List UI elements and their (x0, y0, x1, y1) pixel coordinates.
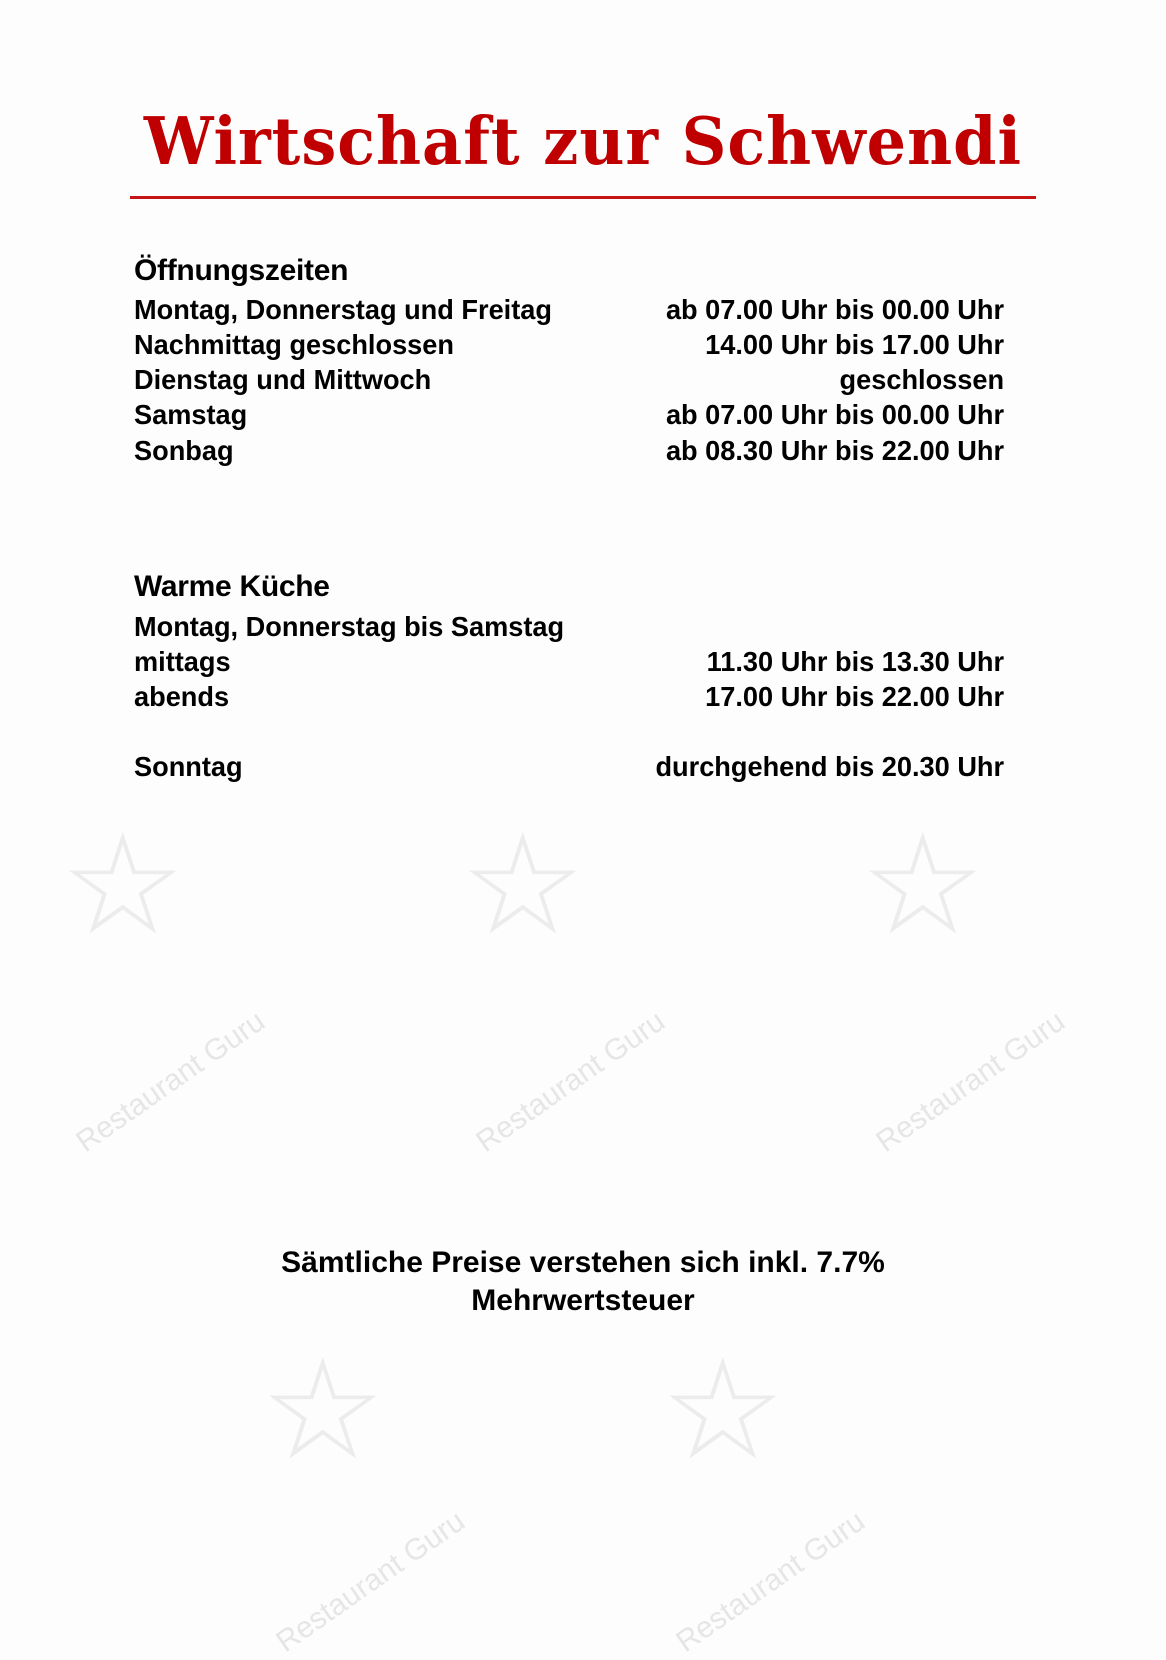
vat-note-line2: Mehrwertsteuer (471, 1284, 695, 1317)
opening-row (134, 363, 1004, 397)
opening-row (134, 434, 1004, 468)
title-divider (130, 196, 1036, 199)
watermark-star-icon: ☆ (260, 1331, 386, 1488)
opening-row (134, 398, 1004, 432)
watermark-star-icon: ☆ (460, 806, 586, 963)
watermark-star-icon: ☆ (660, 1331, 786, 1488)
row-value: 17.00 Uhr bis 22.00 Uhr (705, 681, 1005, 712)
kitchen-row (134, 680, 1004, 714)
watermark-text: Restaurant Guru (870, 1004, 1071, 1159)
row-value: 11.30 Uhr bis 13.30 Uhr (706, 646, 1005, 677)
row-label: abends (134, 681, 230, 712)
watermark-star-icon: ☆ (860, 806, 986, 963)
vat-note-line1: Sämtliche Preise verstehen sich inkl. 7.7% (281, 1246, 885, 1279)
kitchen-row (134, 645, 1004, 679)
row-label: Dienstag und Mittwoch (134, 364, 432, 395)
opening-row (134, 328, 1004, 362)
kitchen-heading: Warme Küche (134, 570, 330, 603)
watermark-text: Restaurant Guru (270, 1504, 471, 1659)
row-value: durchgehend bis 20.30 Uhr (655, 751, 1005, 782)
kitchen-row (134, 750, 1004, 784)
row-value: ab 07.00 Uhr bis 00.00 Uhr (665, 294, 1005, 325)
row-label: mittags (134, 646, 231, 677)
row-value: ab 08.30 Uhr bis 22.00 Uhr (665, 435, 1005, 466)
opening-hours-heading: Öffnungszeiten (134, 254, 349, 287)
restaurant-title: Wirtschaft zur Schwendi (143, 103, 1023, 180)
watermark-text: Restaurant Guru (470, 1004, 671, 1159)
row-label: Nachmittag geschlossen (134, 329, 454, 360)
watermark-text: Restaurant Guru (70, 1004, 271, 1159)
row-label: Samstag (134, 399, 248, 430)
row-label: Sonntag (134, 751, 243, 782)
row-label: Montag, Donnerstag bis Samstag (134, 611, 565, 642)
kitchen-subheading (134, 610, 1004, 644)
row-label: Sonbag (134, 435, 234, 466)
row-value: geschlossen (839, 364, 1005, 395)
row-value: ab 07.00 Uhr bis 00.00 Uhr (665, 399, 1005, 430)
row-label: Montag, Donnerstag und Freitag (134, 294, 552, 325)
row-value: 14.00 Uhr bis 17.00 Uhr (705, 329, 1005, 360)
watermark-star-icon: ☆ (60, 806, 186, 963)
opening-row (134, 293, 1004, 327)
watermark-text: Restaurant Guru (670, 1504, 871, 1659)
